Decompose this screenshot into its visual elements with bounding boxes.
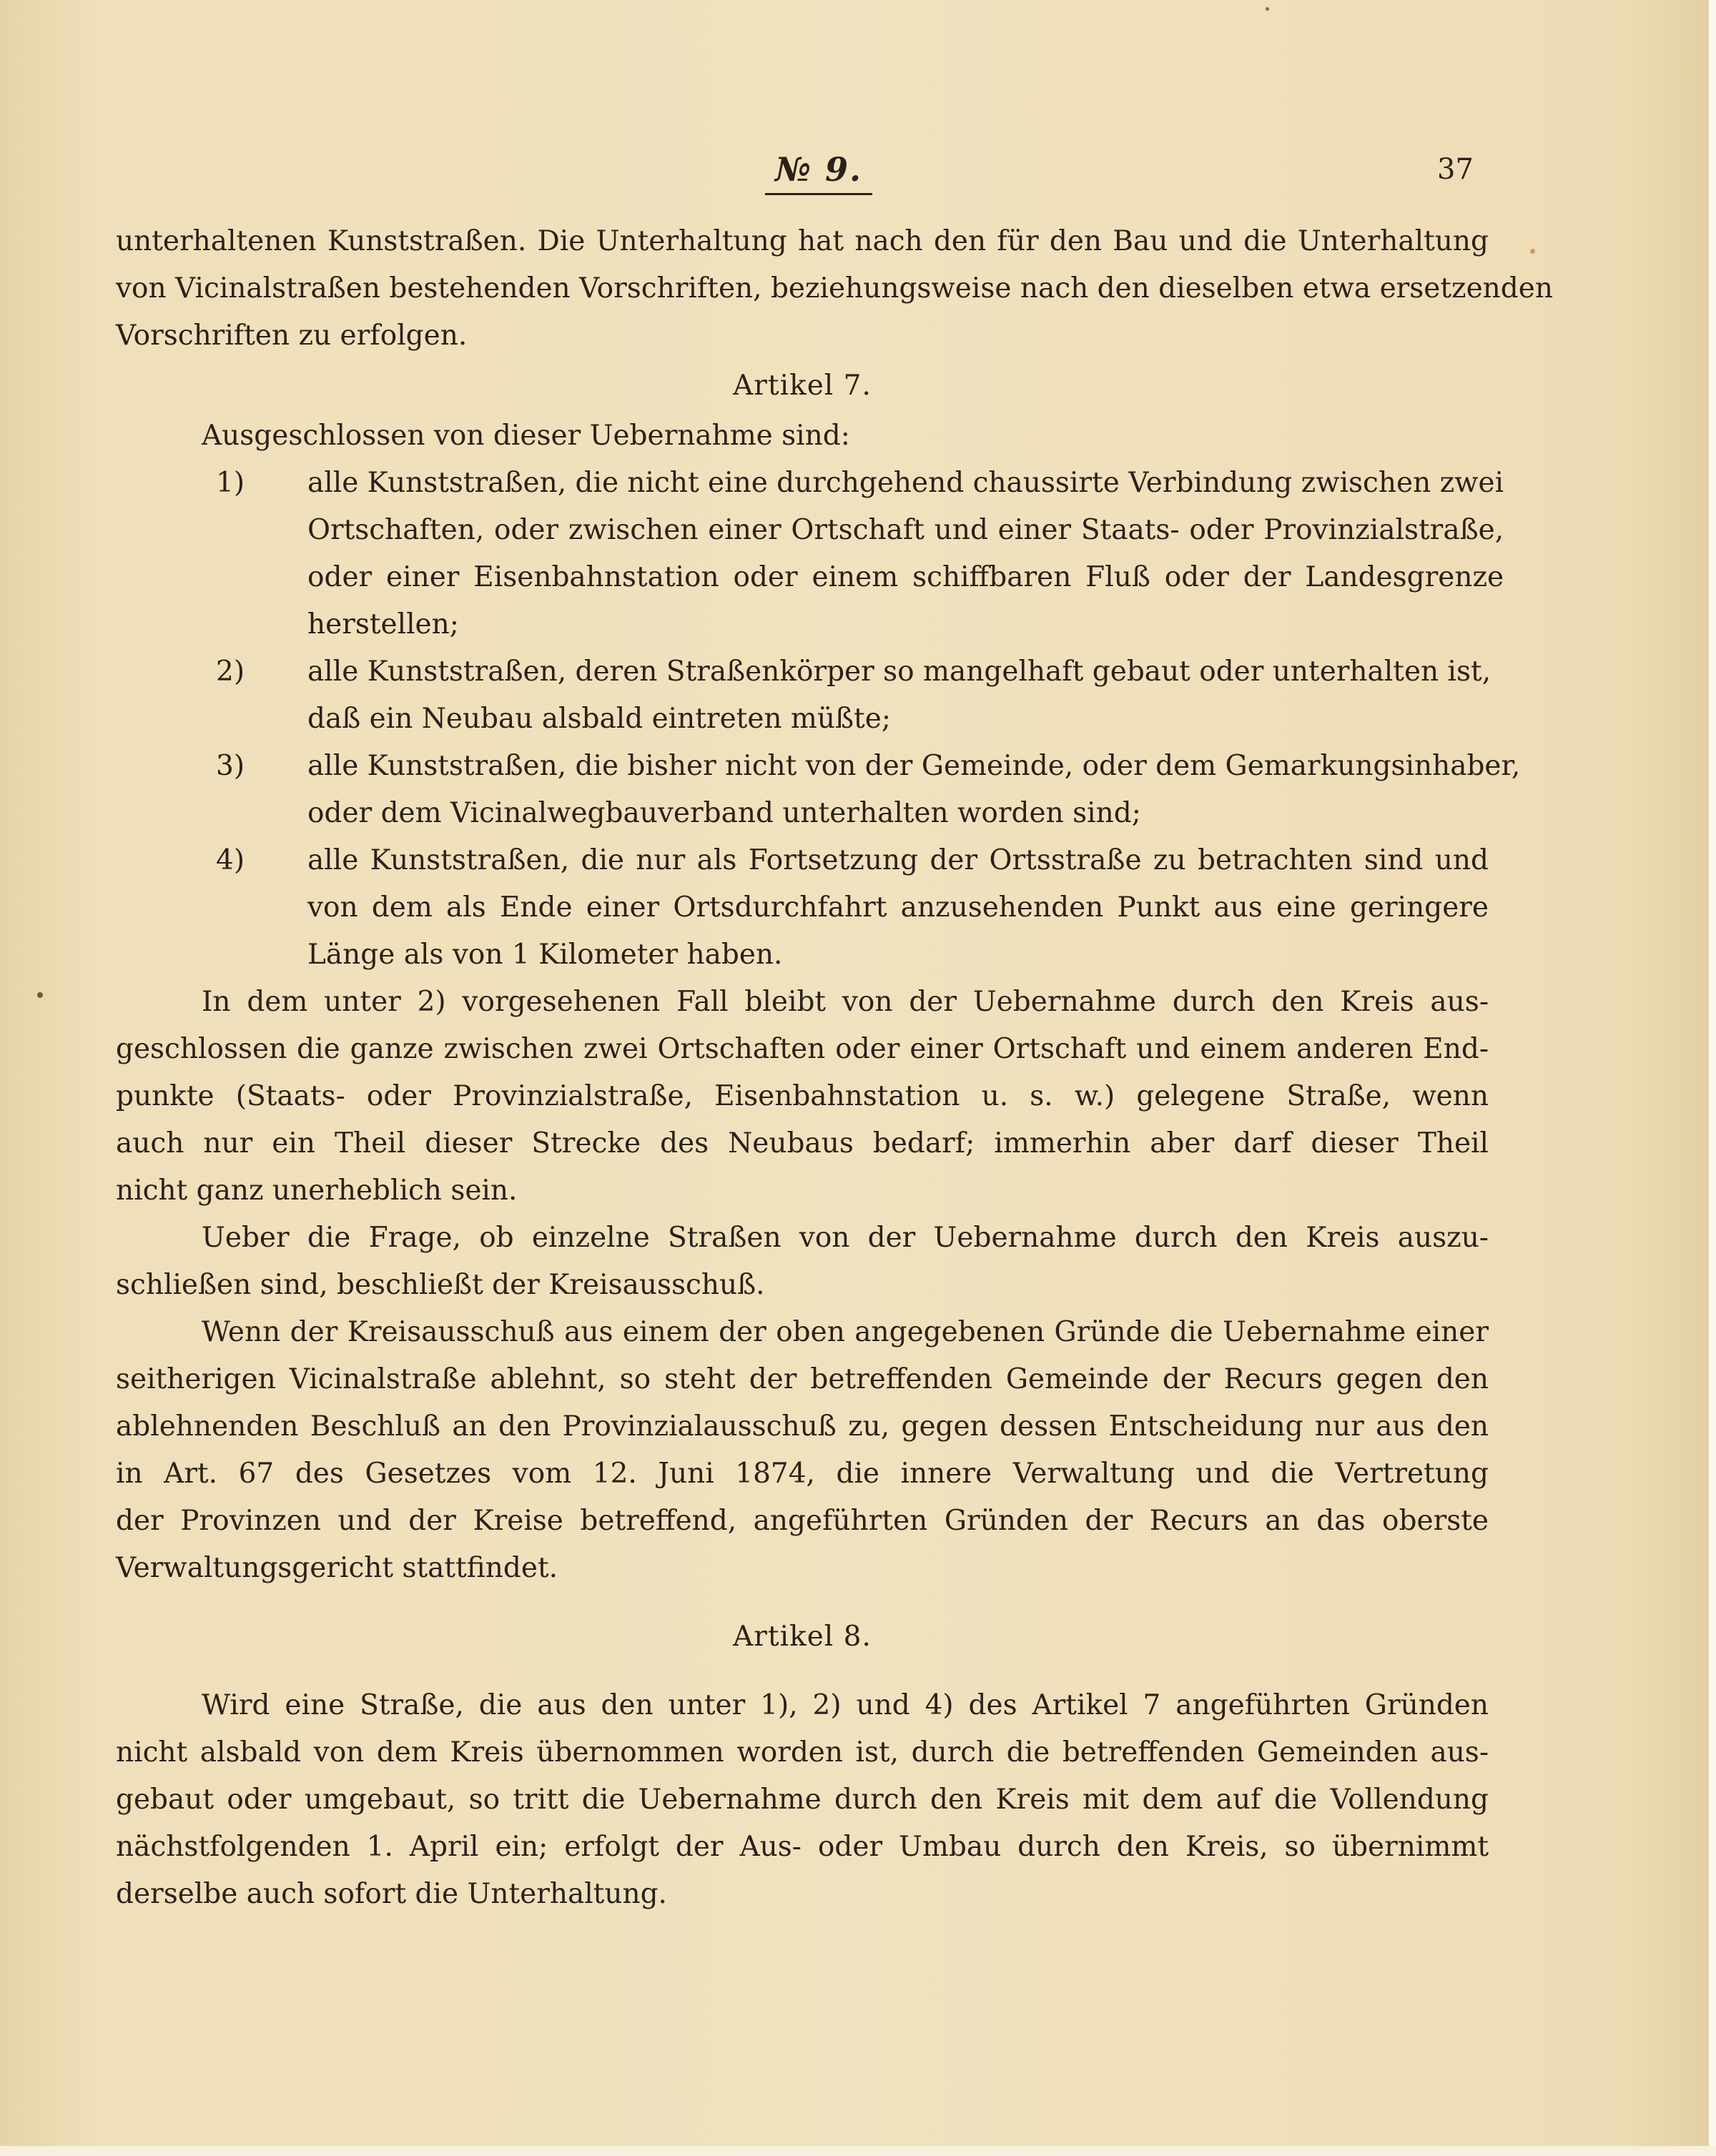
text-line: alle Kunststraßen, die nur als Fortsetzung der Ortsstraße zu betrachten sind und [307,844,1489,876]
text-line: unterhaltenen Kunststraßen. Die Unterhaltung hat nach den für den Bau und die Unterhaltung [116,225,1489,257]
text-line: alle Kunststraßen, deren Straßenkörper so mangelhaft gebaut oder unterhalten ist, [307,656,1491,688]
text-line: ablehnenden Beschluß an den Provinzialausschuß zu, gegen dessen Entscheidung nur aus den [116,1410,1489,1443]
text-line: nächstfolgenden 1. April ein; erfolgt der Aus- oder Umbau durch den Kreis, so übernimmt [116,1831,1489,1863]
paper-speck [1530,249,1535,254]
list-item-number: 2) [216,656,245,688]
page-header [0,150,1716,193]
page-number: 37 [1437,153,1474,186]
text-line: nicht ganz unerheblich sein. [116,1175,518,1207]
list-item-number: 4) [216,844,245,876]
document-body [116,218,1553,1918]
text-line: Vorschriften zu erfolgen. [116,320,468,352]
text-line: Ueber die Frage, ob einzelne Straßen von der Uebernahme durch den Kreis auszu- [202,1222,1489,1254]
article-8-heading: Artikel 8. [733,1621,872,1653]
text-line: alle Kunststraßen, die nicht eine durchgehend chaussirte Verbindung zwischen zwei [307,467,1504,499]
page-edge-bottom [0,2146,1716,2156]
text-line: oder dem Vicinalwegbauverband unterhalten worden sind; [307,797,1141,829]
paragraph-continuation [116,218,1553,360]
paper-speck [37,992,43,998]
list-item [116,837,1489,979]
paragraph [116,1682,1489,1918]
paragraph [116,1215,1489,1309]
article-7-heading: Artikel 7. [733,370,872,402]
text-line: In dem unter 2) vorgesehenen Fall bleibt von der Uebernahme durch den Kreis aus- [202,986,1489,1018]
text-line: gebaut oder umgebaut, so tritt die Uebernahme durch den Kreis mit dem auf die Vollendung [116,1784,1489,1816]
text-line: von dem als Ende einer Ortsdurchfahrt anzusehenden Punkt aus eine geringere [307,891,1489,924]
text-line: auch nur ein Theil dieser Strecke des Neubaus bedarf; immerhin aber darf dieser Theil [116,1127,1489,1159]
text-line: oder einer Eisenbahnstation oder einem schiffbaren Fluß oder der Landesgrenze [307,561,1504,593]
text-line: der Provinzen und der Kreise betreffend, angeführten Gründen der Recurs an das oberste [116,1505,1489,1537]
text-line: punkte (Staats- oder Provinzialstraße, Eisenbahnstation u. s. w.) gelegene Straße, wenn [116,1080,1489,1112]
text-line: Verwaltungsgericht stattfindet. [116,1552,558,1584]
text-line: schließen sind, beschließt der Kreisausschuß. [116,1269,765,1301]
text-line: alle Kunststraßen, die bisher nicht von der Gemeinde, oder dem Gemarkungsinhaber, [307,750,1521,782]
paragraph [116,1309,1489,1592]
list-item [116,460,1504,648]
list-item-number: 3) [216,750,245,782]
text-line: Länge als von 1 Kilometer haben. [307,939,783,971]
text-line: von Vicinalstraßen bestehenden Vorschriften, beziehungsweise nach den dieselben etwa ersetzenden [116,272,1553,305]
page-edge-right [1709,0,1716,2156]
paragraph [116,979,1489,1215]
text-line: derselbe auch sofort die Unterhaltung. [116,1878,667,1910]
text-line: seitherigen Vicinalstraße ablehnt, so steht der betreffenden Gemeinde der Recurs gegen den [116,1363,1489,1395]
text-line: daß ein Neubau alsbald eintreten müßte; [307,703,891,735]
text-line: in Art. 67 des Gesetzes vom 12. Juni 1874, die innere Verwaltung und die Vertretung [116,1458,1489,1490]
text-line: nicht alsbald von dem Kreis übernommen worden ist, durch die betreffenden Gemeinden aus- [116,1736,1489,1769]
text-line: herstellen; [307,608,459,641]
text-line: Wenn der Kreisausschuß aus einem der oben angegebenen Gründe die Uebernahme einer [202,1316,1489,1348]
text-line: geschlossen die ganze zwischen zwei Ortschaften oder einer Ortschaft und einem anderen End- [116,1033,1489,1065]
paper-speck [1266,7,1269,11]
list-item [116,743,1521,837]
list-item-number: 1) [216,467,245,499]
list-item [116,648,1489,743]
text-line: Ortschaften, oder zwischen einer Ortschaft und einer Staats- oder Provinzialstraße, [307,514,1504,546]
article-7-intro: Ausgeschlossen von dieser Uebernahme sind: [202,420,850,452]
text-line: Wird eine Straße, die aus den unter 1), 2) und 4) des Artikel 7 angeführten Gründen [202,1689,1489,1721]
issue-number: № 9. [765,150,872,195]
